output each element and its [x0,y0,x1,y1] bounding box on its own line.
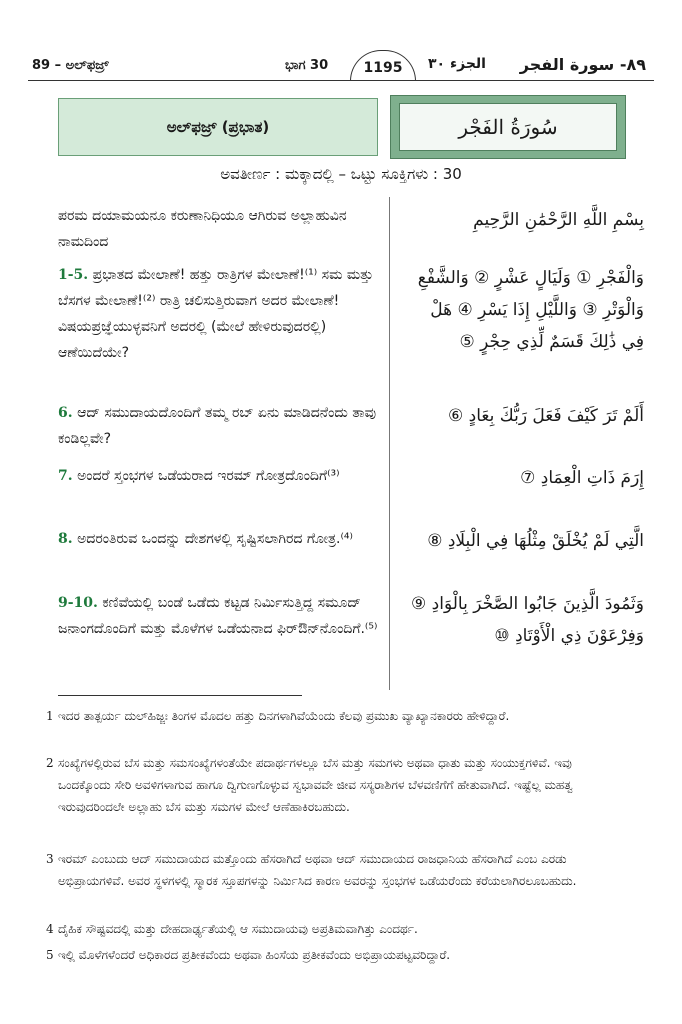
verse-number: 6. [58,405,73,421]
footnote [46,752,628,818]
verse-ar-7: إِرَمَ ذَاتِ الْعِمَادِ ⑦ [520,468,644,488]
header-part: ಭಾಗ 30 [285,58,329,73]
verse-text: ಪರಮ ದಯಾಮಯನೂ ಕರುಣಾನಿಧಿಯೂ ಆಗಿರುವ ಅಲ್ಲಾಹುವಿನ ನಾಮದಿಂದ [58,208,347,250]
footnote [46,944,628,966]
verse-text: ಅಂದರೆ ಸ್ತಂಭಗಳ ಒಡೆಯರಾದ ಇರಮ್ ಗೋತ್ರದೊಂದಿಗೆ⁽³⁾ [77,468,340,484]
surah-title-box [58,98,378,156]
verse-ar-1-5: وَالْفَجْرِ ① وَلَيَالٍ عَشْرٍ ② وَالشَّفْعِ وَالْوَتْرِ ③ وَاللَّيْلِ إِذَا يَسْرِ ④ هَلْ فِي ذَٰلِكَ قَسَمٌ لِّذِي حِجْرٍ ⑤ [417,268,644,352]
verse-ar-6: أَلَمْ تَرَ كَيْفَ فَعَلَ رَبُّكَ بِعَادٍ ⑥ [448,406,644,426]
verse-text: ಪ್ರಭಾತದ ಮೇಲಾಣೆ! ಹತ್ತು ರಾತ್ರಿಗಳ ಮೇಲಾಣೆ!⁽¹⁾ ಸಮ ಮತ್ತು ಬೆಸಗಳ ಮೇಲಾಣೆ!⁽²⁾ ರಾತ್ರಿ ಚಲಿಸುತ್ತಿರುವಾಗ ಅದರ ಮೇಲಾಣೆ! ವಿಷಯಪ್ರಜ್ಞೆಯುಳ್ಳವನಿಗೆ ಅದರಲ್ಲಿ (ಮೇಲೆ ಹೇಳಿರುವುದರಲ್ಲಿ) ಆಣೆಯಿದೆಯೇ? [58,267,374,361]
footnote-number: 2 [46,756,54,770]
footnote-number: 4 [46,922,54,936]
revelation-info: ಅವತೀರ್ಣ : ಮಕ್ಕಾದಲ್ಲಿ – ಒಟ್ಟು ಸೂಕ್ತಿಗಳು : 30 [220,165,462,183]
verse-kn-basmala [58,203,378,255]
verse-ar-9-10: وَثَمُودَ الَّذِينَ جَابُوا الصَّخْرَ بِالْوَادِ ⑨ وَفِرْعَوْنَ ذِي الْأَوْتَادِ ⑩ [411,594,644,646]
verse-ar-8: الَّتِي لَمْ يُخْلَقْ مِثْلُهَا فِي الْبِلَادِ ⑧ [427,531,644,551]
footnote-rule [58,695,302,696]
footnote-text: ದೈಹಿಕ ಸೌಷ್ಟವದಲ್ಲಿ ಮತ್ತು ದೇಹದಾರ್ಢ್ಯತೆಯಲ್ಲಿ ಆ ಸಮುದಾಯವು ಅಪ್ರತಿಮವಾಗಿತ್ತು ಎಂದರ್ಥ. [58,922,418,936]
header-juz-arabic: الجزء ٣٠ [428,56,486,72]
verse-number: 1-5. [58,267,89,283]
verse-number: 7. [58,468,73,484]
footnote-number: 1 [46,709,54,723]
column-divider [389,197,390,690]
verse-number: 8. [58,531,73,547]
footnote-text: ಇಲ್ಲಿ ಮೊಳೆಗಳೆಂದರೆ ಅಧಿಕಾರದ ಪ್ರತೀಕವೆಂದು ಅಥವಾ ಹಿಂಸೆಯ ಪ್ರತೀಕವೆಂದು ಅಭಿಪ್ರಾಯಪಟ್ಟವರಿದ್ದಾರೆ. [58,948,451,962]
page-number: 1195 [350,50,416,81]
footnote-number: 5 [46,948,54,962]
footnote-number: 3 [46,852,54,866]
page-header [0,0,682,85]
header-rule [28,80,654,81]
header-surah-kannada: 89 – ಅಲ್‌ಫಜ್ರ್ [32,58,109,73]
header-surah-arabic: ٨٩- سورة الفجر [519,55,646,74]
footnote-text: ಇದರ ತಾತ್ಪರ್ಯ ದುಲ್‌ಹಿಜ್ಜಃ ತಿಂಗಳ ಮೊದಲ ಹತ್ತು ದಿನಗಳಾಗಿವೆಯೆಂದು ಕೆಲವು ಪ್ರಮುಖ ವ್ಯಾಖ್ಯಾನಕಾರರು ಹೇಳಿದ್ದಾರೆ. [58,709,510,723]
verse-kn-7 [58,463,378,489]
verse-text: ಅದರಂತಿರುವ ಒಂದನ್ನು ದೇಶಗಳಲ್ಲಿ ಸೃಷ್ಟಿಸಲಾಗಿರದ ಗೋತ್ರ.⁽⁴⁾ [77,531,353,547]
verse-kn-1-5 [58,262,378,366]
verse-number: 9-10. [58,595,98,611]
footnote-text: ಇರಮ್ ಎಂಬುದು ಆದ್ ಸಮುದಾಯದ ಮತ್ತೊಂದು ಹೆಸರಾಗಿದೆ ಅಥವಾ ಆದ್ ಸಮುದಾಯದ ರಾಜಧಾನಿಯ ಹೆಸರಾಗಿದೆ ಎಂಬ ಎರಡು ಅಭಿಪ್ರಾಯಗಳಿವೆ. ಅವರ ಸ್ಥಳಗಳಲ್ಲಿ ಸ್ಮಾರಕ ಸ್ತೂಪಗಳನ್ನು ನಿರ್ಮಿಸಿದ ಕಾರಣ ಅವರನ್ನು ಸ್ತಂಭಗಳ ಒಡೆಯರೆಂದು ಕರೆಯಲಾಗಿರಲೂಬಹುದು. [58,852,577,888]
footnote [46,705,628,727]
ornament-calligraphy: سُورَةُ الفَجْر [399,103,617,151]
surah-title: ಅಲ್‌ಫಜ್ರ್ (ಪ್ರಭಾತ) [166,118,270,136]
verse-text: ಆದ್ ಸಮುದಾಯದೊಂದಿಗೆ ತಮ್ಮ ರಬ್ ಏನು ಮಾಡಿದನೆಂದು ತಾವು ಕಂಡಿಲ್ಲವೇ? [58,405,377,447]
footnote-text: ಸಂಖ್ಯೆಗಳಲ್ಲಿರುವ ಬೆಸ ಮತ್ತು ಸಮಸಂಖ್ಯೆಗಳಂತೆಯೇ ಪದಾರ್ಥಗಳಲ್ಲೂ ಬೆಸ ಮತ್ತು ಸಮಗಳು ಅಥವಾ ಧಾತು ಮತ್ತು ಸಂಯುಕ್ತಗಳಿವೆ. ಇವು ಒಂದಕ್ಕೊಂದು ಸೇರಿ ಅವಳಿಗಳಾಗುವ ಹಾಗೂ ದ್ವಿಗುಣಗೊಳ್ಳುವ ಸ್ವಭಾವವೇ ಜೀವ ಸಸ್ಯರಾಶಿಗಳ ಬೆಳವಣಿಗೆಗೆ ಹೇತುವಾಗಿದೆ. ಇಷ್ಟೆಲ್ಲ ಮಹತ್ವ ಇರುವುದರಿಂದಲೇ ಅಲ್ಲಾಹು ಬೆಸ ಮತ್ತು ಸಮಗಳ ಮೇಲೆ ಆಣೆಹಾಕಿರಬಹುದು. [58,756,573,814]
verse-kn-6 [58,400,378,452]
surah-ornament [390,95,626,159]
footnote [46,848,628,892]
verse-kn-8 [58,526,378,552]
verse-ar-basmala: بِسْمِ اللَّهِ الرَّحْمَٰنِ الرَّحِيمِ [473,210,644,230]
footnote [46,918,628,940]
verse-text: ಕಣಿವೆಯಲ್ಲಿ ಬಂಡೆ ಒಡೆದು ಕಟ್ಟಡ ನಿರ್ಮಿಸುತ್ತಿದ್ದ ಸಮೂದ್ ಜನಾಂಗದೊಂದಿಗೆ ಮತ್ತು ಮೊಳೆಗಳ ಒಡೆಯನಾದ ಫಿರ್‌ಔನ್‌ನೊಂದಿಗೆ.⁽⁵⁾ [58,595,378,637]
verse-kn-9-10 [58,590,378,642]
